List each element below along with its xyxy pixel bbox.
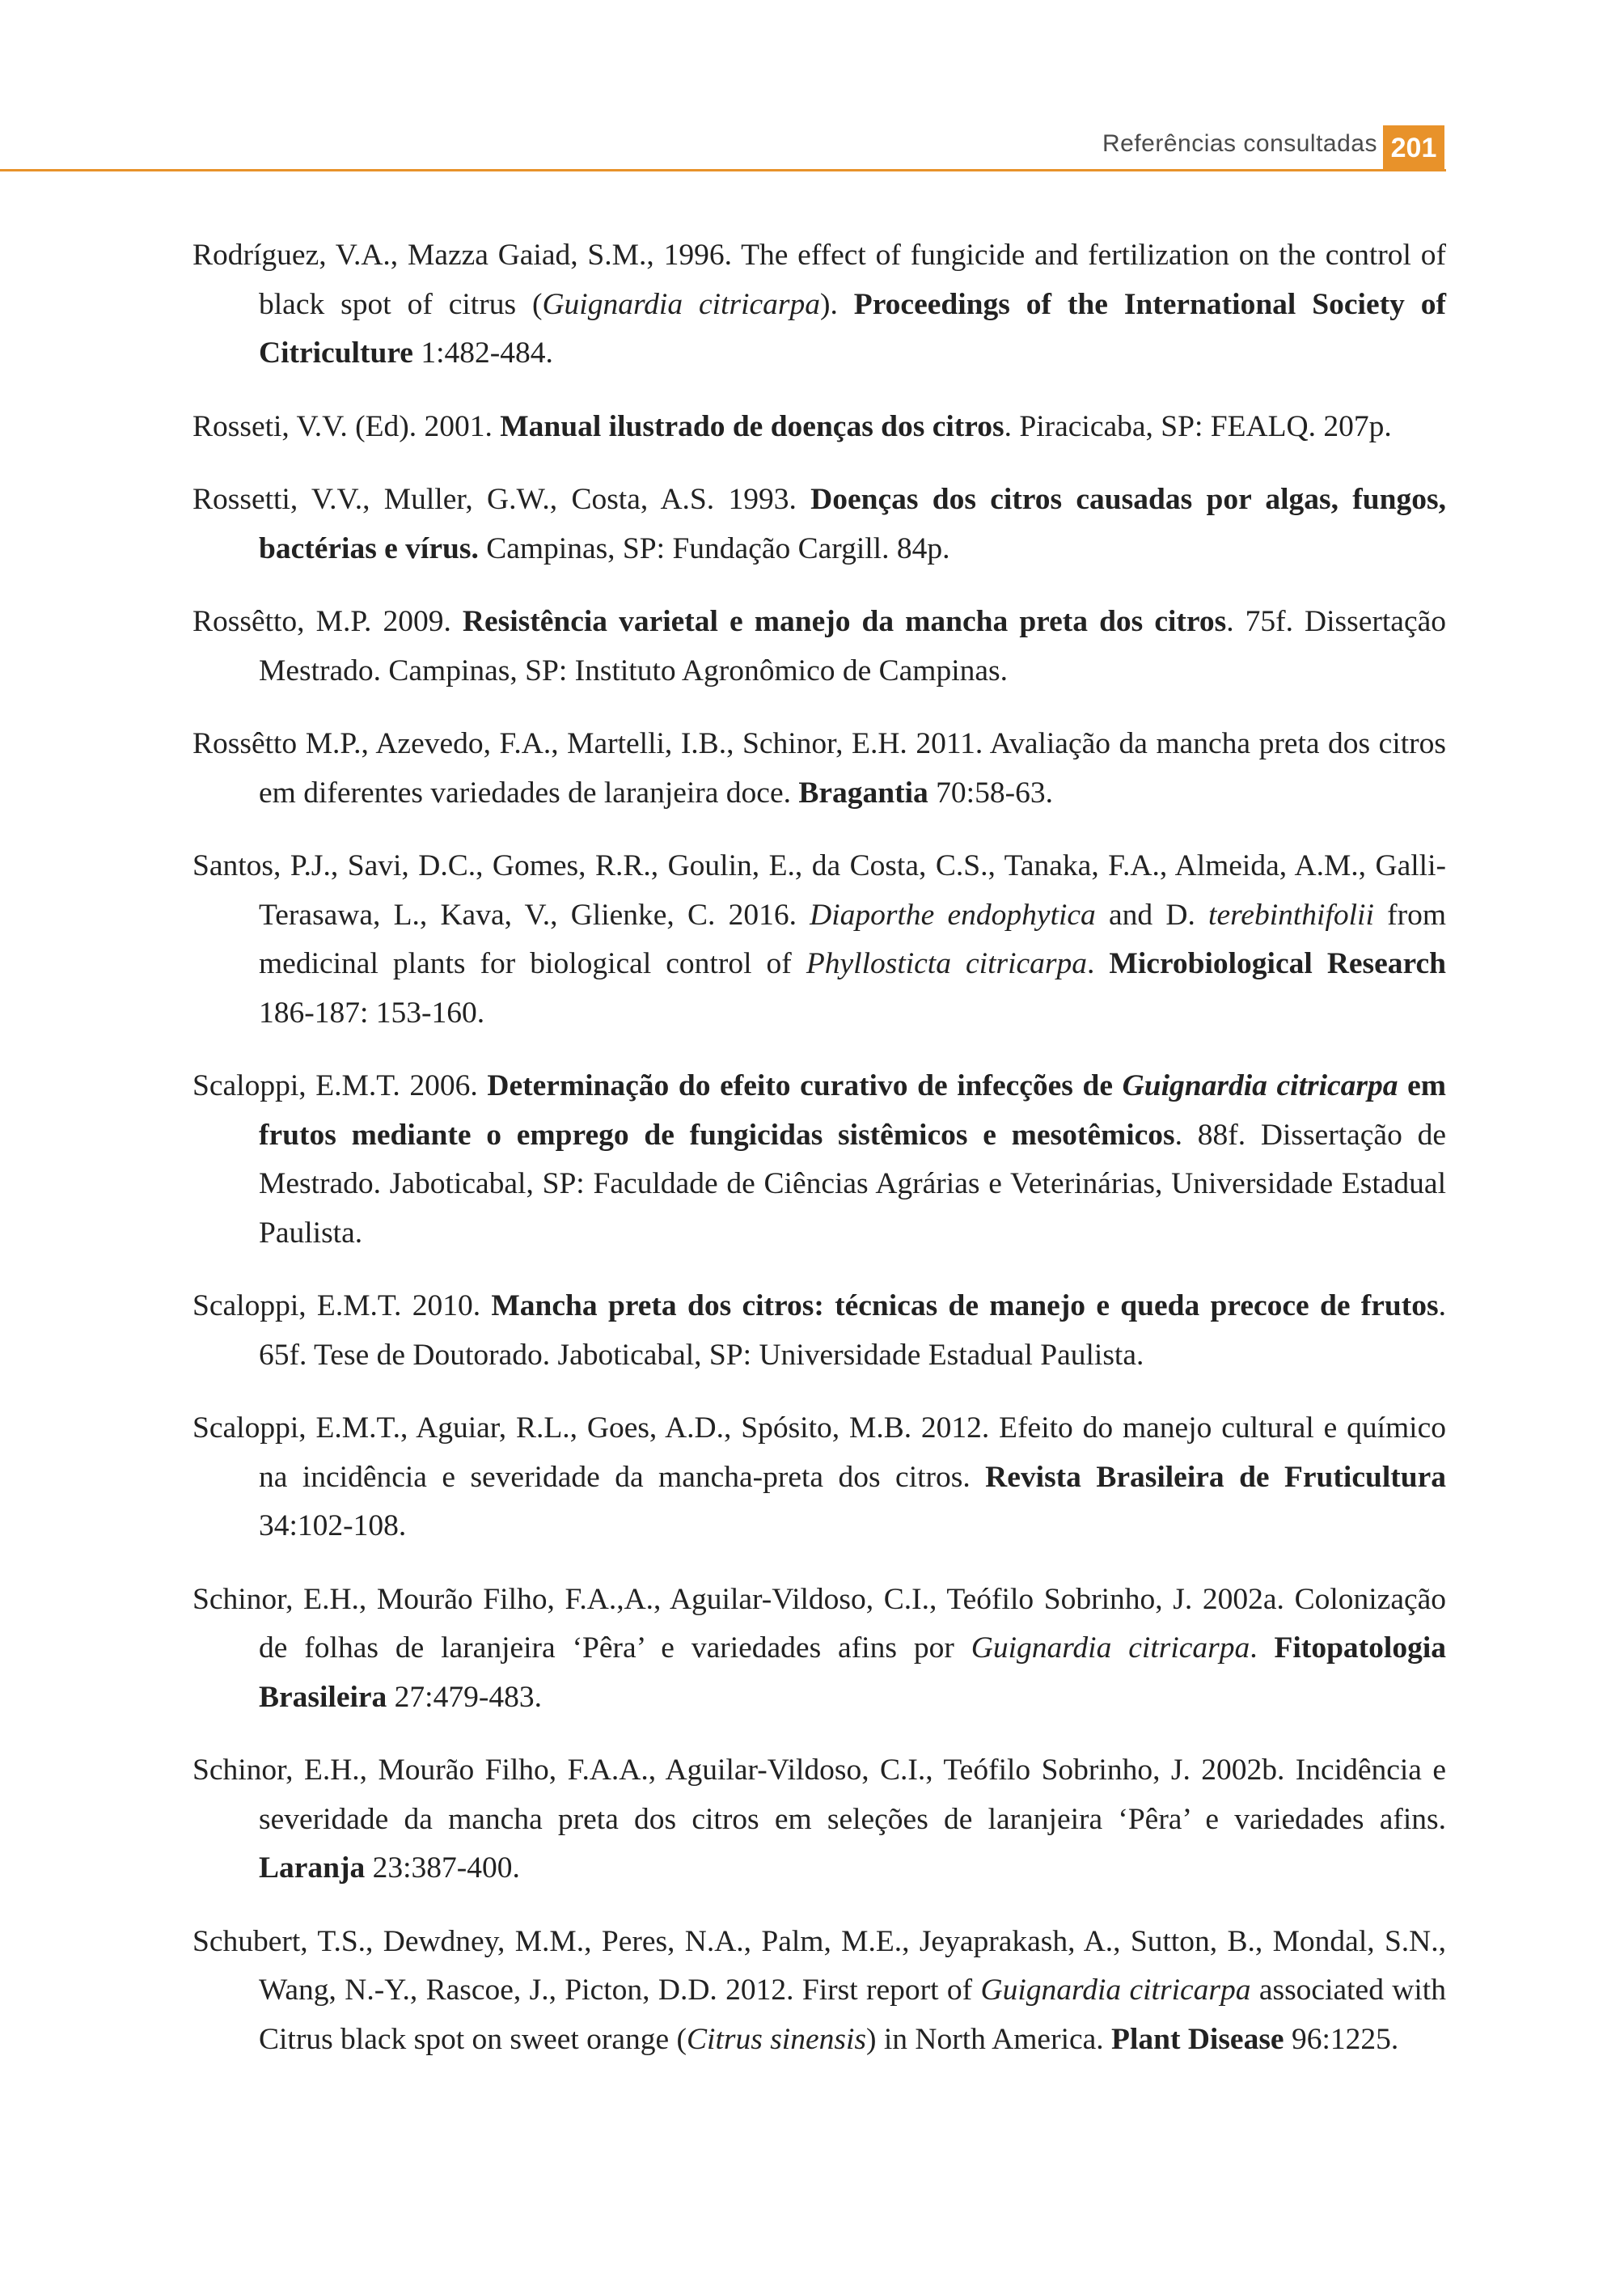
reference-species-name: Guignardia citricarpa (971, 1631, 1250, 1665)
reference-source-title: Plant Disease (1111, 2022, 1284, 2056)
reference-source-title: Fitopatologia Brasileira (259, 1631, 1447, 1714)
reference-source-title: Mancha preta dos citros: técnicas de manejo e queda precoce de frutos (491, 1289, 1439, 1322)
reference-text-bold-italic: Guignardia citricarpa (1122, 1069, 1398, 1102)
reference-source-title: Laranja (259, 1851, 366, 1885)
reference-source-title: Resistência varietal e manejo da mancha preta dos citros (462, 605, 1227, 638)
reference-entry (192, 476, 1446, 573)
reference-text: . 75f. Dissertação Mestrado. Campinas, SP: Instituto Agronômico de Campinas. (259, 605, 1446, 687)
reference-text: from medicinal plants for biological control of (259, 898, 1446, 980)
reference-species-name: Guignardia citricarpa (980, 1974, 1251, 2007)
reference-text: . (1250, 1631, 1275, 1665)
reference-species-name: Phyllosticta citricarpa (806, 947, 1087, 980)
reference-source-title: Microbiological Research (1109, 947, 1446, 980)
reference-text: 1:482-484. (412, 336, 553, 370)
reference-text: Rossêtto, M.P. 2009. (192, 605, 463, 638)
reference-text: Rossetti, V.V., Muller, G.W., Costa, A.S. 1993. (192, 483, 811, 516)
page-number-badge: 201 (1383, 125, 1444, 171)
reference-source-title: Determinação do efeito curativo de infecções de (487, 1069, 1123, 1102)
reference-species-name: Citrus sinensis (687, 2022, 866, 2056)
reference-text: Rossêtto M.P., Azevedo, F.A., Martelli, I.B., Schinor, E.H. 2011. Avaliação da mancha preta dos citros em diferentes variedades de laranjeira doce. (192, 727, 1446, 810)
reference-text: 23:387-400. (365, 1851, 520, 1885)
reference-text: Scaloppi, E.M.T. 2010. (192, 1289, 492, 1322)
reference-entry (192, 842, 1446, 1038)
reference-species-name: Diaporthe endophytica (810, 898, 1096, 932)
reference-text: Rodríguez, V.A., Mazza Gaiad, S.M., 1996. The effect of fungicide and fertilization on the control of black spot of citrus ( (192, 239, 1446, 321)
reference-text: associated with Citrus black spot on sweet orange ( (259, 1974, 1446, 2056)
header-rule (0, 169, 1446, 171)
reference-entry (192, 598, 1446, 696)
reference-text: Scaloppi, E.M.T., Aguiar, R.L., Goes, A.D., Spósito, M.B. 2012. Efeito do manejo cultural e químico na incidência e severidade da mancha-preta dos citros. (192, 1411, 1446, 1494)
reference-text: Schubert, T.S., Dewdney, M.M., Peres, N.A., Palm, M.E., Jeyaprakash, A., Sutton, B., Mondal, S.N., Wang, N.-Y., Rascoe, J., Picton, D.D. 2012. First report of (192, 1924, 1446, 2007)
reference-text: 186-187: 153-160. (259, 996, 485, 1030)
reference-entry (192, 1062, 1446, 1258)
reference-text: 34:102-108. (259, 1509, 407, 1542)
reference-source-title: Proceedings of the International Society of Citriculture (259, 287, 1446, 370)
reference-text: Schinor, E.H., Mourão Filho, F.A.,A., Aguilar-Vildoso, C.I., Teófilo Sobrinho, J. 2002a. Colonização de folhas de laranjeira ‘Pêra’ e variedades afins por (192, 1582, 1446, 1665)
reference-entry (192, 231, 1446, 379)
reference-text: and D. (1095, 898, 1209, 932)
reference-text: Rosseti, V.V. (Ed). 2001. (192, 409, 501, 443)
reference-text: . Piracicaba, SP: FEALQ. 207p. (1004, 409, 1392, 443)
reference-source-title: Revista Brasileira de Fruticultura (985, 1460, 1446, 1494)
reference-entry (192, 1404, 1446, 1551)
reference-entry (192, 720, 1446, 818)
reference-entry (192, 1918, 1446, 2065)
reference-text: 70:58-63. (928, 776, 1053, 810)
reference-source-title: Bragantia (798, 776, 928, 810)
reference-species-name: Guignardia citricarpa (542, 287, 820, 321)
reference-text: Scaloppi, E.M.T. 2006. (192, 1069, 488, 1102)
reference-text: Campinas, SP: Fundação Cargill. 84p. (478, 531, 950, 565)
running-header-title: Referências consultadas (1102, 130, 1377, 157)
reference-entry (192, 1282, 1446, 1380)
reference-source-title (1123, 1069, 1398, 1102)
reference-text: ). (820, 287, 854, 321)
reference-entry (192, 1576, 1446, 1723)
reference-list (192, 231, 1446, 2088)
reference-text: Santos, P.J., Savi, D.C., Gomes, R.R., Goulin, E., da Costa, C.S., Tanaka, F.A., Almeida, A.M., Galli-Terasawa, L., Kava, V., Glienke, C. 2016. (192, 849, 1446, 932)
reference-text: Schinor, E.H., Mourão Filho, F.A.A., Aguilar-Vildoso, C.I., Teófilo Sobrinho, J. 2002b. Incidência e severidade da mancha preta dos citros em seleções de laranjeira ‘Pêra’ e variedades afins. (192, 1754, 1446, 1836)
reference-entry (192, 403, 1446, 452)
reference-source-title: Manual ilustrado de doenças dos citros (500, 409, 1004, 443)
reference-source-title: Doenças dos citros causadas por algas, fungos, bactérias e vírus. (259, 483, 1446, 565)
reference-text: . (1087, 947, 1110, 980)
reference-species-name: terebinthifolii (1208, 898, 1374, 932)
reference-text: 27:479-483. (387, 1680, 542, 1714)
reference-text: . 65f. Tese de Doutorado. Jaboticabal, SP: Universidade Estadual Paulista. (259, 1289, 1446, 1372)
reference-text: . 88f. Dissertação de Mestrado. Jaboticabal, SP: Faculdade de Ciências Agrárias e Veterinárias, Universidade Estadual Paulista. (259, 1118, 1446, 1250)
reference-source-title: em frutos mediante o emprego de fungicidas sistêmicos e mesotêmicos (259, 1069, 1446, 1152)
reference-entry (192, 1746, 1446, 1893)
reference-text: 96:1225. (1284, 2022, 1399, 2056)
reference-text: ) in North America. (865, 2022, 1112, 2056)
